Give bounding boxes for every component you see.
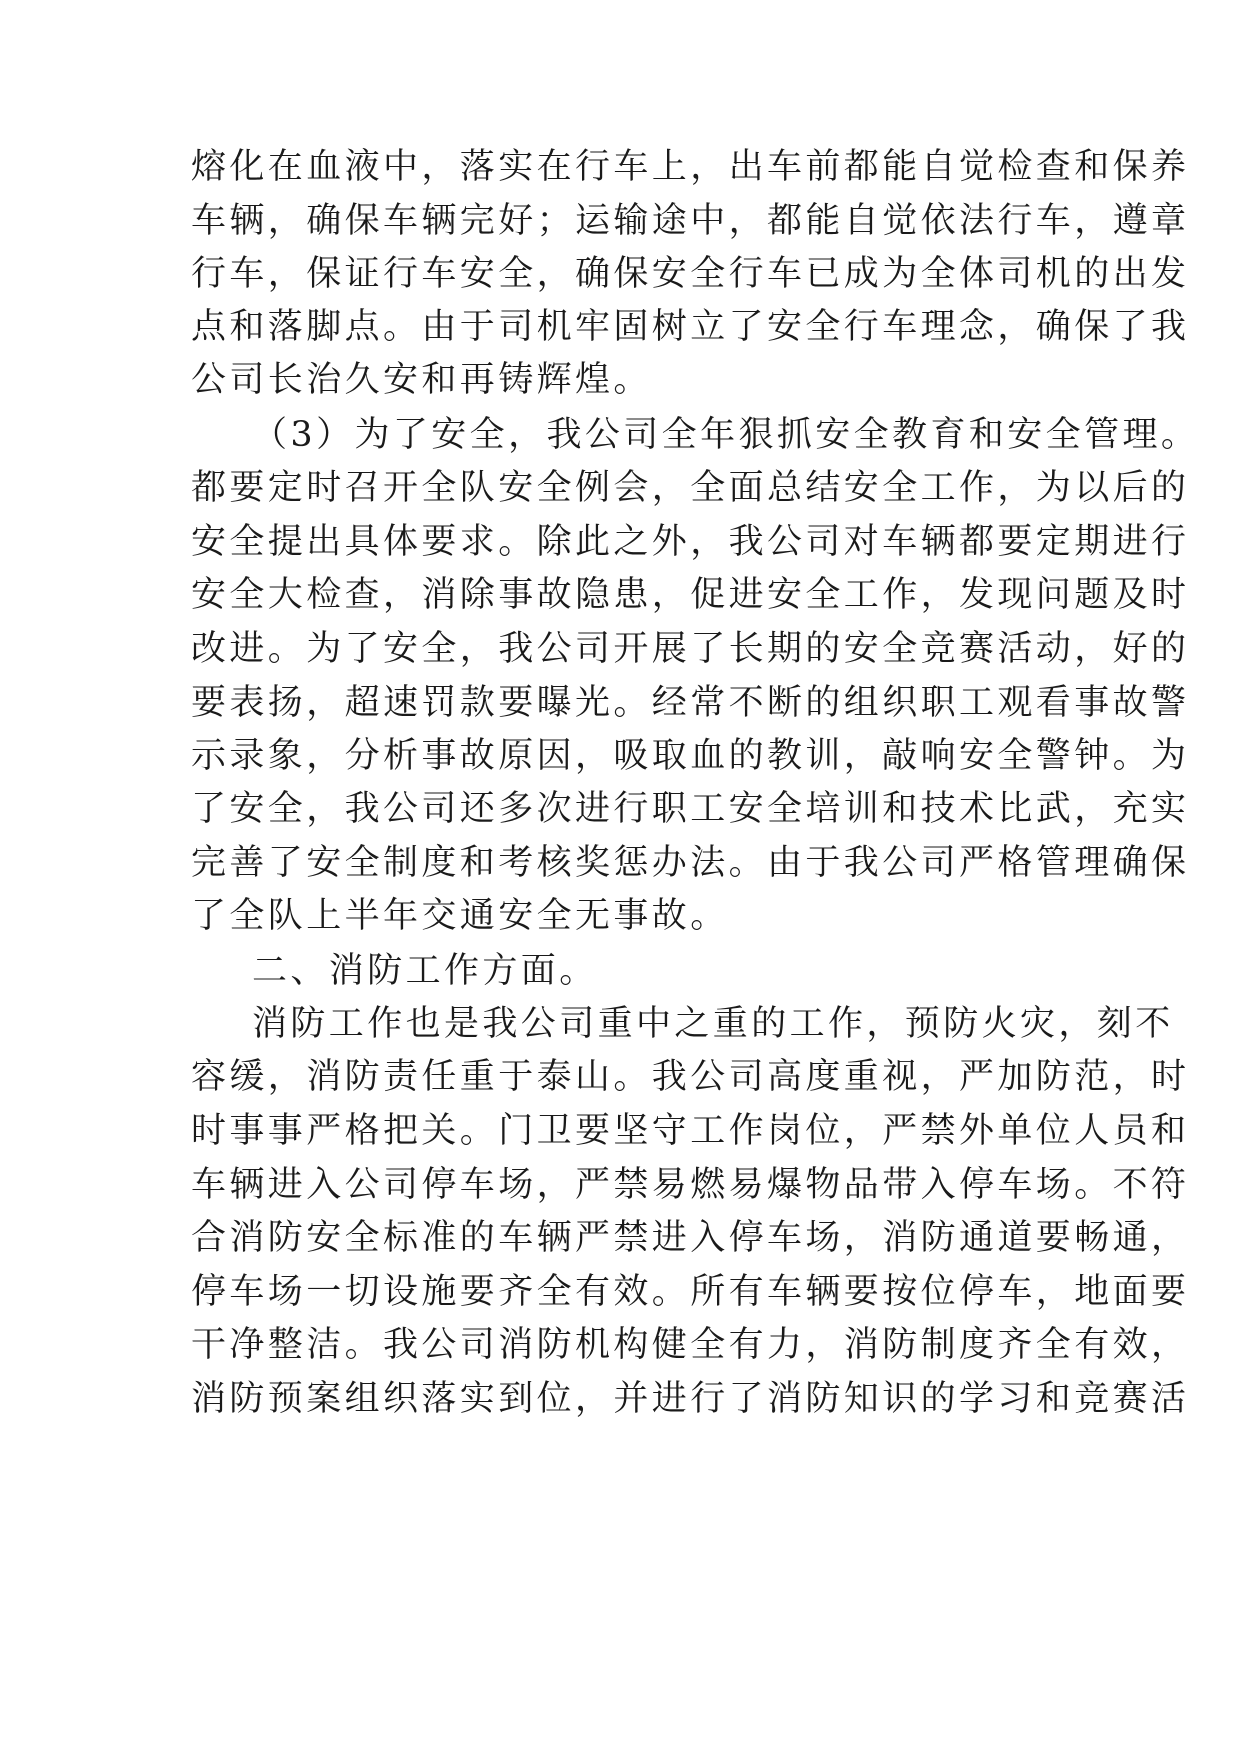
text-line: 改进。为了安全，我公司开展了长期的安全竞赛活动，好的 (191, 629, 1190, 669)
text-line: 完善了安全制度和考核奖惩办法。由于我公司严格管理确保 (191, 843, 1190, 883)
text-line: 都要定时召开全队安全例会，全面总结安全工作，为以后的 (191, 468, 1190, 508)
text-line: 干净整洁。我公司消防机构健全有力，消防制度齐全有效， (191, 1325, 1190, 1365)
text-line: 行车，保证行车安全，确保安全行车已成为全体司机的出发 (191, 254, 1190, 294)
section-heading: 二、消防工作方面。 (252, 951, 598, 991)
text-line: 停车场一切设施要齐全有效。所有车辆要按位停车，地面要 (191, 1272, 1190, 1312)
text-line: 要表扬，超速罚款要曝光。经常不断的组织职工观看事故警 (191, 683, 1190, 723)
text-line: 容缓，消防责任重于泰山。我公司高度重视，严加防范，时 (191, 1057, 1190, 1097)
text-line: 安全提出具体要求。除此之外，我公司对车辆都要定期进行 (191, 522, 1190, 562)
text-line: 车辆进入公司停车场，严禁易燃易爆物品带入停车场。不符 (191, 1165, 1190, 1205)
text-line: 了安全，我公司还多次进行职工安全培训和技术比武，充实 (191, 789, 1190, 829)
text-line: 时事事严格把关。门卫要坚守工作岗位，严禁外单位人员和 (191, 1111, 1190, 1151)
text-line: 示录象，分析事故原因，吸取血的教训，敲响安全警钟。为 (191, 736, 1190, 776)
paragraph-start-line: 消防工作也是我公司重中之重的工作，预防火灾，刻不 (252, 1004, 1174, 1044)
text-line: 点和落脚点。由于司机牢固树立了安全行车理念，确保了我 (191, 307, 1190, 347)
text-line: 了全队上半年交通安全无事故。 (191, 896, 729, 936)
text-line: 合消防安全标准的车辆严禁进入停车场，消防通道要畅通， (191, 1218, 1190, 1258)
text-line: 消防预案组织落实到位，并进行了消防知识的学习和竞赛活 (191, 1379, 1190, 1419)
text-line: 车辆，确保车辆完好；运输途中，都能自觉依法行车，遵章 (191, 201, 1190, 241)
text-line: 安全大检查，消除事故隐患，促进安全工作，发现问题及时 (191, 575, 1190, 615)
text-line: 公司长治久安和再铸辉煌。 (191, 360, 652, 400)
text-line: 熔化在血液中，落实在行车上，出车前都能自觉检查和保养 (191, 147, 1190, 187)
paragraph-start-line: （3）为了安全，我公司全年狠抓安全教育和安全管理。 (252, 415, 1200, 455)
